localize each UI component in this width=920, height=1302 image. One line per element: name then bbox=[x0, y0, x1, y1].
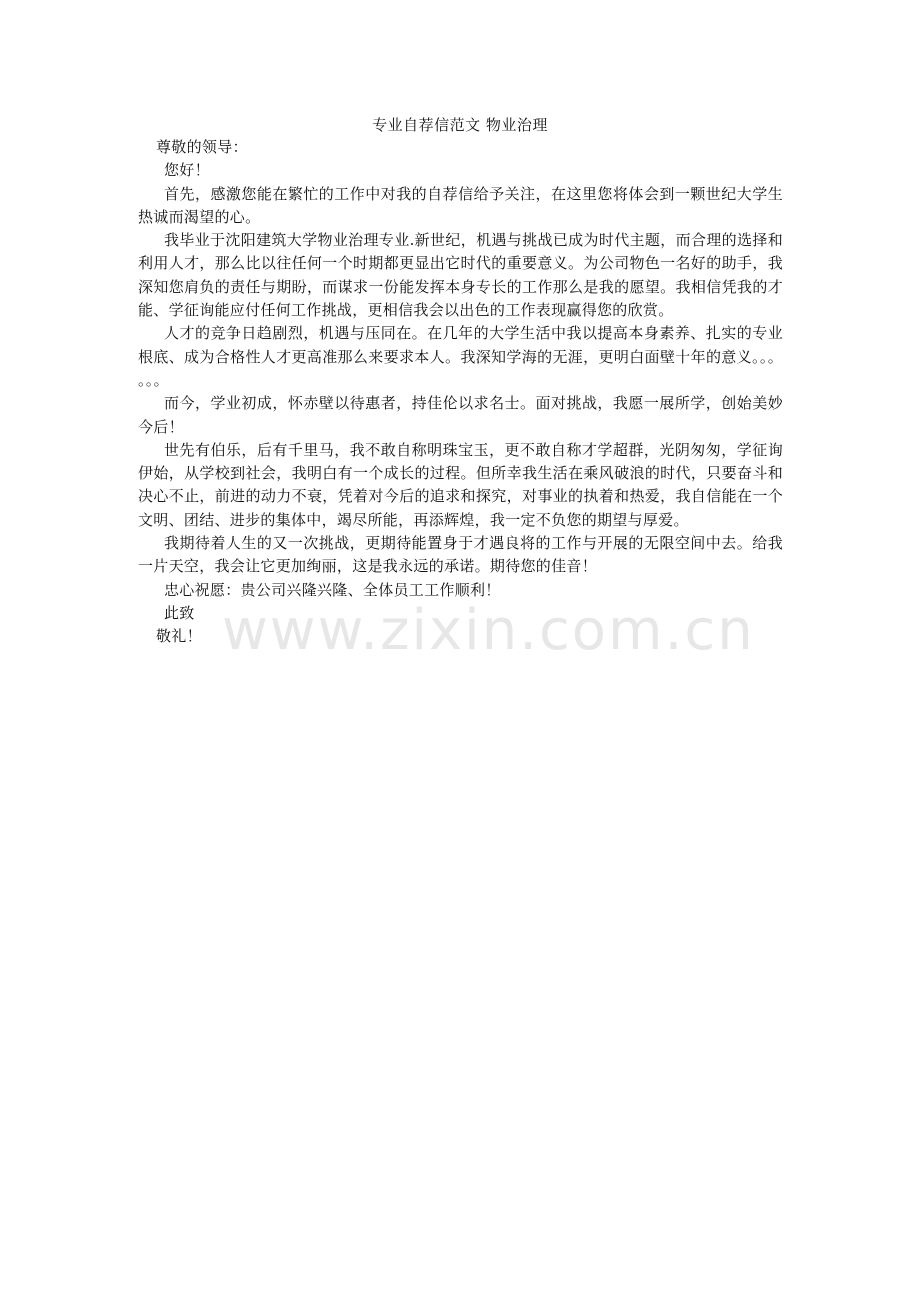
paragraph: 首先，感激您能在繁忙的工作中对我的自荐信给予关注，在这里您将体会到一颗世纪大学生热诚而渴望的心。 bbox=[138, 184, 783, 226]
greeting: 您好！ bbox=[164, 161, 210, 180]
document-title: 专业自荐信范文 物业治理 bbox=[372, 116, 548, 134]
salutation: 尊敬的领导： bbox=[156, 138, 248, 156]
closing: 此致 bbox=[164, 603, 195, 622]
paragraph: 世先有伯乐，后有千里马，我不敢自称明珠宝玉，更不敢自称才学超群，光阴匆匆，学征询伊始，从学校到社会，我明白有一个成长的过程。但所幸我生活在乘风破浪的时代，只要奋斗和决心不止，前进的动力不衰，凭着对今后的追求和探究，对事业的执着和热爱，我自信能在一个文明、团结、进步的集体中，竭尽所能，再添辉煌，我一定不负您的期望与厚爱。 bbox=[138, 440, 783, 529]
paragraph: 人才的竞争日趋剧烈，机遇与压同在。在几年的大学生活中我以提高本身素养、扎实的专业根底、成为合格性人才更高准那么来要求本人。我深知学海的无涯，更明白面壁十年的意义。。。 。。。 bbox=[138, 324, 783, 389]
paragraph: 我期待着人生的又一次挑战，更期待能置身于才遇良将的工作与开展的无限空间中去。给我一片天空，我会让它更加绚丽，这是我永远的承诺。期待您的佳音！ bbox=[138, 534, 783, 576]
letter-body bbox=[138, 136, 783, 649]
paragraph: 忠心祝愿：贵公司兴隆兴隆、全体员工工作顺利！ bbox=[164, 580, 501, 599]
watermark: www.zixin.com.cn bbox=[222, 598, 755, 663]
regards: 敬礼！ bbox=[156, 627, 202, 646]
paragraph: 我毕业于沈阳建筑大学物业治理专业.新世纪，机遇与挑战已成为时代主题，而合理的选择和利用人才，那么比以往任何一个时期都更显出它时代的重要意义。为公司物色一名好的助手，我深知您肩负的责任与期盼，而谋求一份能发挥本身专长的工作那么是我的愿望。我相信凭我的才能、学征询能应付任何工作挑战，更相信我会以出色的工作表现赢得您的欣赏。 bbox=[138, 231, 783, 320]
paragraph: 而今，学业初成，怀赤壁以待惠者，持佳伦以求名士。面对挑战，我愿一展所学，创始美妙今后！ bbox=[138, 394, 783, 436]
